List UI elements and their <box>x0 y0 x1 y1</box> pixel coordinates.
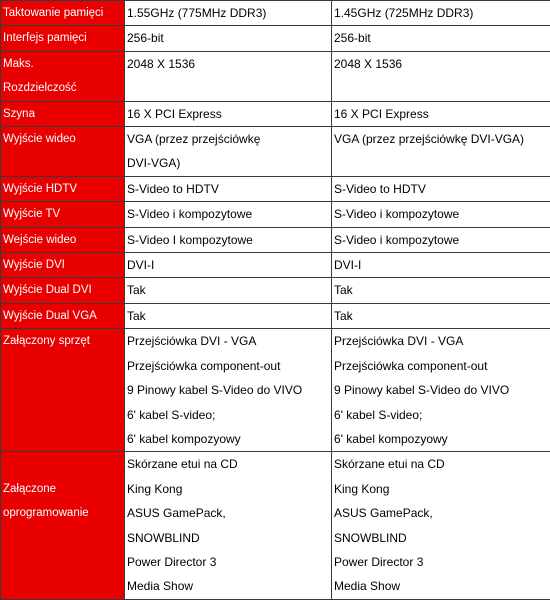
value-card-b-line: S-Video i kompozytowe <box>334 228 550 252</box>
value-card-a-line: King Kong <box>127 477 331 501</box>
value-card-a-line: VGA (przez przejściówkę <box>127 127 331 151</box>
value-card-b <box>332 26 550 51</box>
row-label-line: Wyjście wideo <box>3 127 124 151</box>
value-card-b-line: Skórzane etui na CD <box>334 452 550 476</box>
row-label <box>1 101 125 126</box>
row-label-line: Wyjście TV <box>3 202 124 226</box>
row-label <box>1 26 125 51</box>
value-card-b-line: 256-bit <box>334 26 550 50</box>
row-label-line <box>3 452 124 476</box>
value-card-a <box>125 51 332 101</box>
value-card-a-line: Przejściówka DVI - VGA <box>127 329 331 353</box>
row-label <box>1 303 125 328</box>
value-card-a-line: 2048 X 1536 <box>127 52 331 76</box>
row-label-line: Wejście wideo <box>3 228 124 252</box>
value-card-b <box>332 127 550 177</box>
value-card-a-line: 1.55GHz (775MHz DDR3) <box>127 1 331 25</box>
value-card-b-line: S-Video to HDTV <box>334 177 550 201</box>
table-row <box>1 51 550 101</box>
value-card-b-line: VGA (przez przejściówkę DVI-VGA) <box>334 127 550 151</box>
value-card-a <box>125 101 332 126</box>
row-label <box>1 1 125 26</box>
value-card-b-line: 6' kabel S-video; <box>334 403 550 427</box>
row-label <box>1 278 125 303</box>
table-body <box>1 1 550 600</box>
value-card-a <box>125 227 332 252</box>
row-label-line: oprogramowanie <box>3 501 124 525</box>
row-label-line: Załączony sprzęt <box>3 329 124 353</box>
value-card-a-line: S-Video i kompozytowe <box>127 202 331 226</box>
value-card-a <box>125 176 332 201</box>
value-card-a-line: Media Show <box>127 574 331 598</box>
table-row <box>1 1 550 26</box>
value-card-a <box>125 303 332 328</box>
value-card-a-line: 6' kabel S-video; <box>127 403 331 427</box>
table-row <box>1 127 550 177</box>
value-card-a-line: 16 X PCI Express <box>127 102 331 126</box>
table-row <box>1 227 550 252</box>
value-card-a-line: SNOWBLIND <box>127 526 331 550</box>
row-label-line: Wyjście DVI <box>3 253 124 277</box>
value-card-b <box>332 51 550 101</box>
value-card-a <box>125 278 332 303</box>
table-row <box>1 278 550 303</box>
row-label-line: Taktowanie pamięci <box>3 1 124 25</box>
row-label <box>1 253 125 278</box>
value-card-b-line: S-Video i kompozytowe <box>334 202 550 226</box>
value-card-b <box>332 329 550 452</box>
value-card-a <box>125 127 332 177</box>
row-label <box>1 452 125 599</box>
table-row <box>1 452 550 599</box>
value-card-b-line: 6' kabel kompozyowy <box>334 427 550 451</box>
value-card-a-line: DVI-I <box>127 253 331 277</box>
value-card-a <box>125 329 332 452</box>
row-label-line: Wyjście Dual DVI <box>3 278 124 302</box>
row-label <box>1 51 125 101</box>
value-card-a-line: Przejściówka component-out <box>127 354 331 378</box>
value-card-b <box>332 452 550 599</box>
value-card-b-line: Media Show <box>334 574 550 598</box>
row-label <box>1 176 125 201</box>
value-card-a-line: Power Director 3 <box>127 550 331 574</box>
value-card-a <box>125 253 332 278</box>
row-label <box>1 202 125 227</box>
value-card-b-line: 9 Pinowy kabel S-Video do VIVO <box>334 378 550 402</box>
table-row <box>1 303 550 328</box>
value-card-a-line: Tak <box>127 278 331 302</box>
value-card-b-line: Tak <box>334 278 550 302</box>
row-label-line: Szyna <box>3 102 124 126</box>
value-card-b <box>332 1 550 26</box>
value-card-b-line: Przejściówka DVI - VGA <box>334 329 550 353</box>
value-card-b-line: 16 X PCI Express <box>334 102 550 126</box>
value-card-a-line: 6' kabel kompozyowy <box>127 427 331 451</box>
row-label <box>1 329 125 452</box>
value-card-b-line: 1.45GHz (725MHz DDR3) <box>334 1 550 25</box>
value-card-a-line: ASUS GamePack, <box>127 501 331 525</box>
value-card-b <box>332 253 550 278</box>
table-row <box>1 176 550 201</box>
value-card-a-line: 9 Pinowy kabel S-Video do VIVO <box>127 378 331 402</box>
value-card-b <box>332 176 550 201</box>
value-card-b-line: DVI-I <box>334 253 550 277</box>
value-card-a <box>125 1 332 26</box>
value-card-b <box>332 227 550 252</box>
row-label <box>1 127 125 177</box>
row-label-line: Wyjście HDTV <box>3 177 124 201</box>
value-card-b <box>332 101 550 126</box>
row-label-line: Wyjście Dual VGA <box>3 304 124 328</box>
value-card-a-line: S-Video I kompozytowe <box>127 228 331 252</box>
table-row <box>1 253 550 278</box>
value-card-a-line: 256-bit <box>127 26 331 50</box>
value-card-b-line: ASUS GamePack, <box>334 501 550 525</box>
value-card-a <box>125 452 332 599</box>
value-card-b <box>332 278 550 303</box>
value-card-b-line: 2048 X 1536 <box>334 52 550 76</box>
row-label-line: Interfejs pamięci <box>3 26 124 50</box>
value-card-a <box>125 26 332 51</box>
row-label <box>1 227 125 252</box>
value-card-b <box>332 202 550 227</box>
value-card-b-line: Power Director 3 <box>334 550 550 574</box>
table-row <box>1 101 550 126</box>
value-card-a-line: Skórzane etui na CD <box>127 452 331 476</box>
value-card-b-line: Tak <box>334 304 550 328</box>
value-card-b-line: SNOWBLIND <box>334 526 550 550</box>
value-card-a-line: S-Video to HDTV <box>127 177 331 201</box>
value-card-b <box>332 303 550 328</box>
table-row <box>1 329 550 452</box>
value-card-a <box>125 202 332 227</box>
row-label-line: Rozdzielczość <box>3 76 124 100</box>
value-card-b-line: King Kong <box>334 477 550 501</box>
table-row <box>1 202 550 227</box>
value-card-b-line: Przejściówka component-out <box>334 354 550 378</box>
row-label-line: Maks. <box>3 52 124 76</box>
row-label-line: Załączone <box>3 477 124 501</box>
table-row <box>1 26 550 51</box>
value-card-a-line: Tak <box>127 304 331 328</box>
value-card-a-line: DVI-VGA) <box>127 151 331 175</box>
